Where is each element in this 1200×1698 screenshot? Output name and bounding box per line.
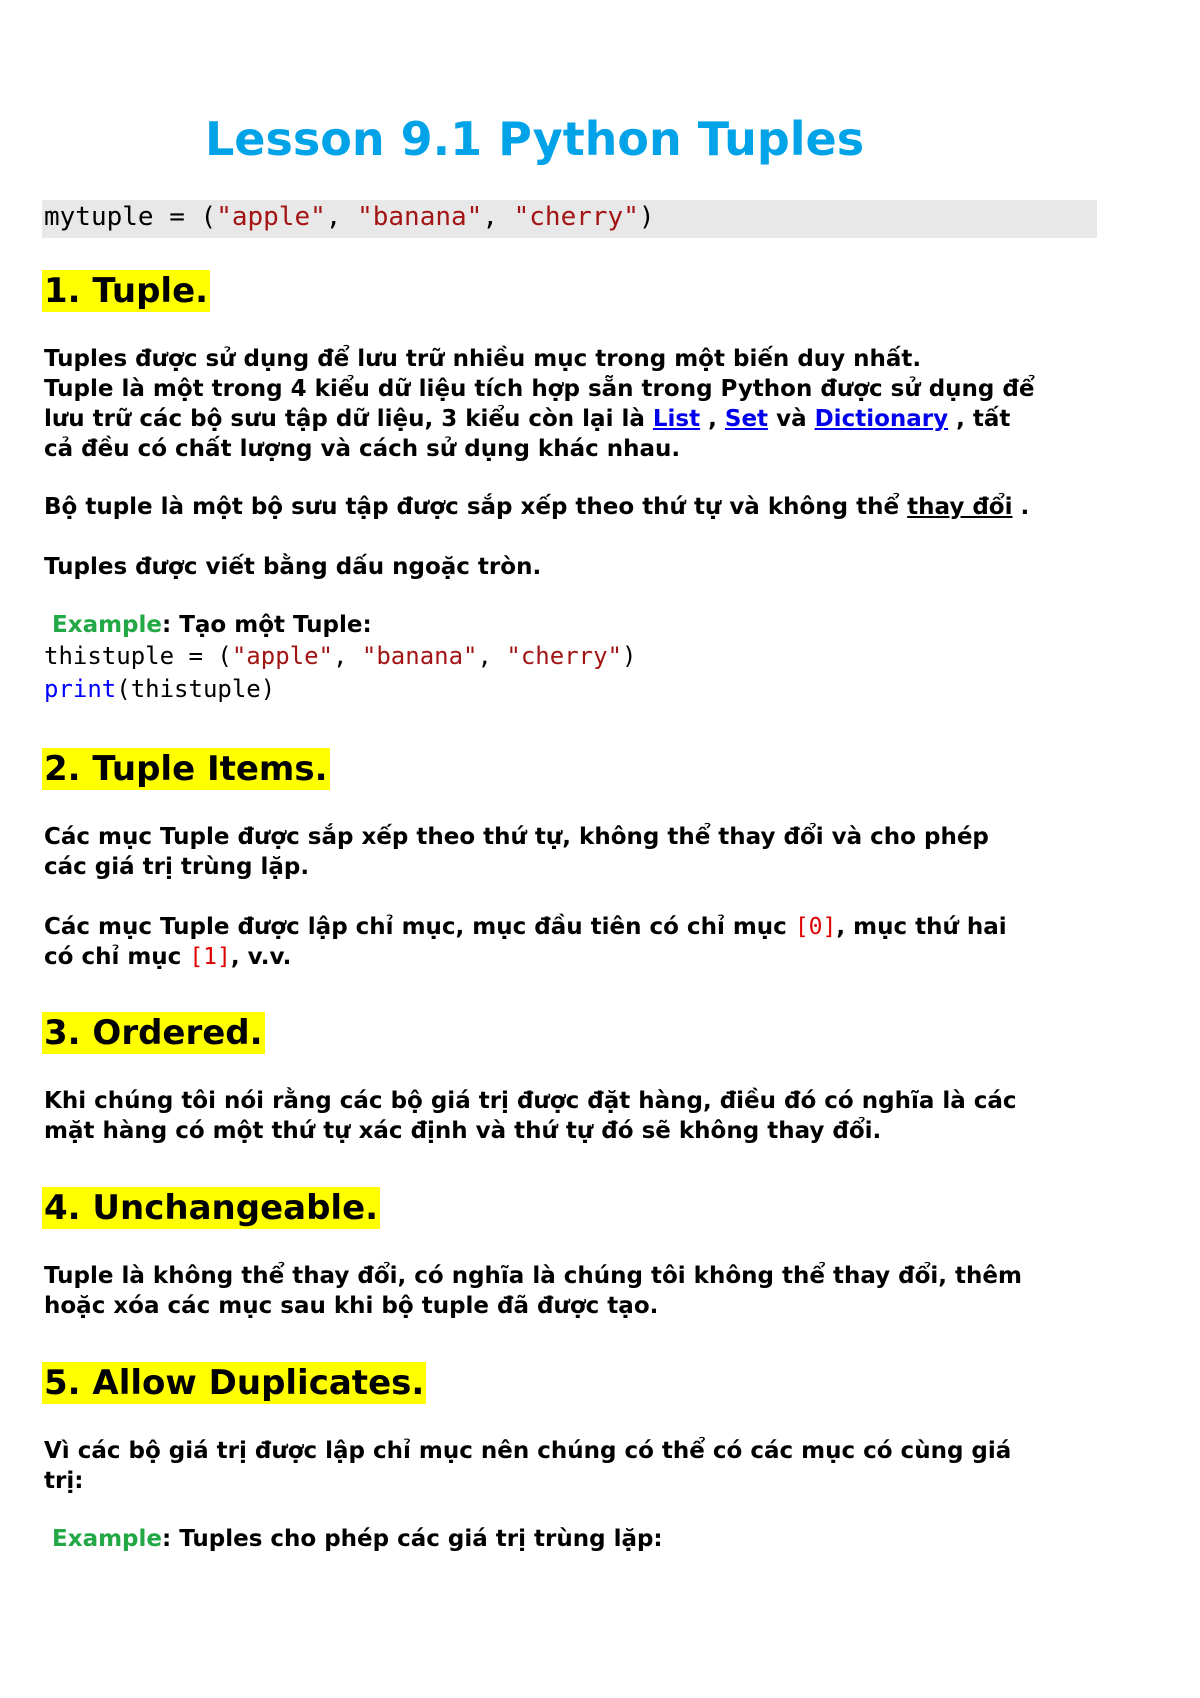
code-string: "banana"	[357, 202, 483, 232]
underlined-text: thay đổi	[907, 494, 1013, 520]
code-text: mytuple = (	[44, 202, 217, 232]
example-line	[44, 610, 372, 640]
text-segment: .	[1012, 494, 1030, 520]
paragraph-line: Tuple là không thể thay đổi, có nghĩa là chúng tôi không thể thay đổi, thêm	[44, 1263, 1022, 1289]
section-heading-tuple: 1. Tuple.	[44, 271, 209, 311]
code-text: ,	[333, 642, 362, 670]
code-text: )	[622, 642, 637, 670]
link-set[interactable]: Set	[724, 406, 769, 432]
index-code: [0]	[794, 914, 837, 940]
section-heading-allow-duplicates: 5. Allow Duplicates.	[44, 1363, 425, 1403]
text-segment: , v.v.	[230, 944, 292, 970]
code-string: "apple"	[216, 202, 326, 232]
paragraph-line	[44, 404, 1010, 434]
code-string: "cherry"	[506, 642, 622, 670]
section-heading-unchangeable: 4. Unchangeable.	[44, 1188, 379, 1228]
code-string: "apple"	[231, 642, 333, 670]
paragraph-line: Vì các bộ giá trị được lập chỉ mục nên chúng có thể có các mục có cùng giá	[44, 1438, 1012, 1464]
link-dictionary[interactable]: Dictionary	[814, 406, 949, 432]
paragraph-line: trị:	[44, 1468, 84, 1494]
index-code: [1]	[189, 944, 231, 970]
example-label: Example	[52, 612, 162, 638]
example-text: : Tuples cho phép các giá trị trùng lặp:	[162, 1526, 663, 1552]
text-segment: Bộ tuple là một bộ sưu tập được sắp xếp theo thứ tự và không thể	[44, 494, 908, 520]
code-text: )	[638, 202, 655, 232]
paragraph-line: các giá trị trùng lặp.	[44, 854, 310, 880]
text-segment: , tất	[948, 406, 1011, 432]
code-text: thistuple = (	[44, 642, 232, 670]
paragraph-line: Tuples được sử dụng để lưu trữ nhiều mục trong một biến duy nhất.	[44, 346, 922, 372]
paragraph-line: cả đều có chất lượng và cách sử dụng khác nhau.	[44, 436, 681, 462]
example-label: Example	[52, 1526, 162, 1552]
paragraph-line: Khi chúng tôi nói rằng các bộ giá trị được đặt hàng, điều đó có nghĩa là các	[44, 1088, 1017, 1114]
text-segment: , mục thứ hai	[836, 914, 1007, 940]
code-text: ,	[482, 202, 514, 232]
text-segment: ,	[700, 406, 725, 432]
code-text: ,	[477, 642, 507, 670]
code-line	[44, 675, 275, 703]
paragraph-line	[44, 942, 291, 972]
code-line	[44, 642, 636, 670]
paragraph-line: Tuple là một trong 4 kiểu dữ liệu tích hợp sẵn trong Python được sử dụng để	[44, 376, 1035, 402]
paragraph-line: Các mục Tuple được sắp xếp theo thứ tự, không thể thay đổi và cho phép	[44, 824, 989, 850]
text-segment: và	[768, 406, 815, 432]
code-line	[44, 202, 655, 232]
code-string: "banana"	[361, 642, 478, 670]
example-text: : Tạo một Tuple:	[162, 612, 372, 638]
paragraph-line	[44, 912, 1007, 942]
text-segment: có chỉ mục	[44, 944, 190, 970]
paragraph-line: hoặc xóa các mục sau khi bộ tuple đã được tạo.	[44, 1293, 659, 1319]
paragraph-line	[44, 492, 1029, 522]
code-block-mytuple	[42, 200, 1097, 238]
code-text: (thistuple)	[116, 675, 276, 703]
text-segment: lưu trữ các bộ sưu tập dữ liệu, 3 kiểu còn lại là	[44, 406, 653, 432]
code-text: ,	[325, 202, 358, 232]
code-string: "cherry"	[513, 202, 639, 232]
link-list[interactable]: List	[652, 406, 701, 432]
section-heading-ordered: 3. Ordered.	[44, 1013, 263, 1053]
paragraph-line: mặt hàng có một thứ tự xác định và thứ tự đó sẽ không thay đổi.	[44, 1118, 882, 1144]
page-title: Lesson 9.1 Python Tuples	[205, 112, 865, 166]
code-keyword: print	[44, 675, 117, 703]
text-segment: Các mục Tuple được lập chỉ mục, mục đầu tiên có chỉ mục	[44, 914, 795, 940]
example-line	[44, 1524, 663, 1554]
paragraph-line: Tuples được viết bằng dấu ngoặc tròn.	[44, 554, 542, 580]
section-heading-tuple-items: 2. Tuple Items.	[44, 749, 328, 789]
